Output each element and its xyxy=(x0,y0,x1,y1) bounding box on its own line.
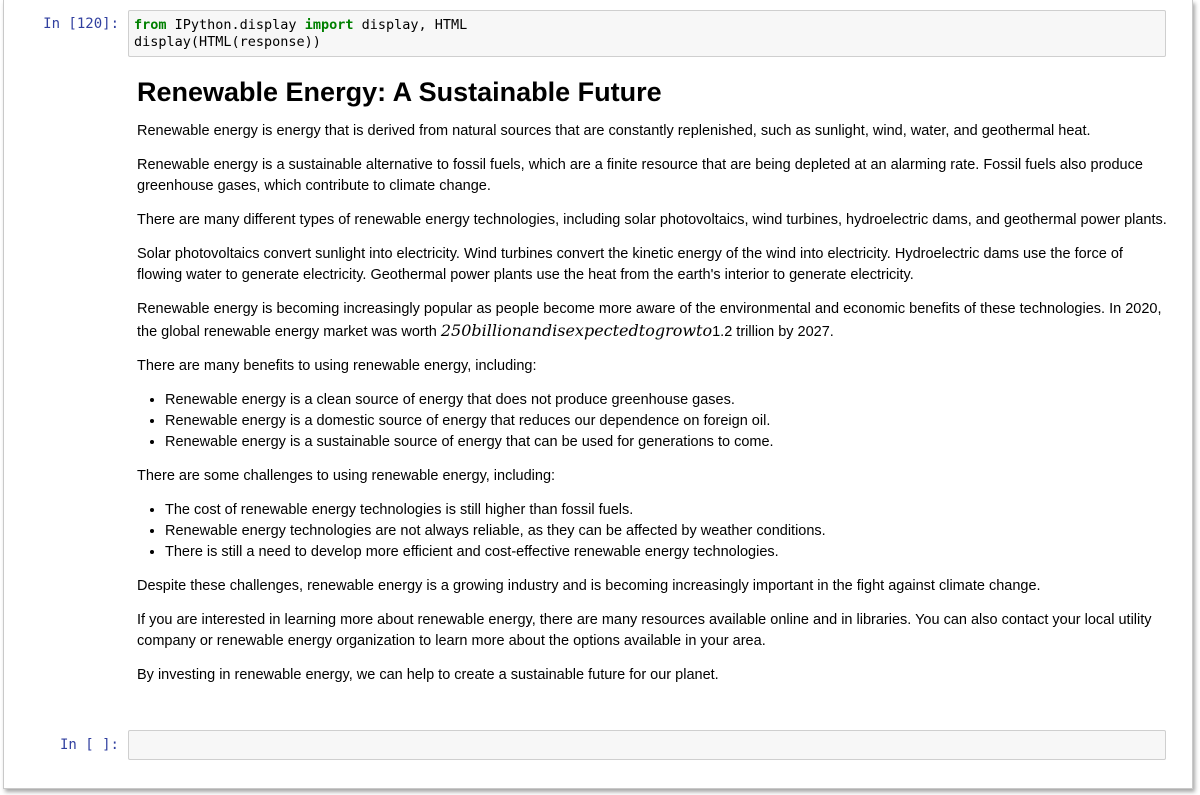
market-math-text: 250billionandisexpectedtogrowto xyxy=(440,321,713,340)
code-module: IPython.display xyxy=(166,17,305,33)
paragraph-conclusion: By investing in renewable energy, we can help to create a sustainable future for our planet. xyxy=(137,667,719,683)
paragraph-growing: Despite these challenges, renewable energy is a growing industry and is becoming increasingly important in the fight against climate change. xyxy=(137,578,1041,594)
keyword-from: from xyxy=(134,17,167,33)
input-prompt: In [120]: xyxy=(43,16,119,32)
list-item: • Renewable energy is a sustainable source of energy that can be used for generations to come. xyxy=(165,432,1167,453)
challenges-intro: There are some challenges to using renewable energy, including: xyxy=(137,468,556,484)
code-line-2: display(HTML(response)) xyxy=(134,34,321,50)
keyword-import: import xyxy=(304,17,354,33)
paragraph-definition: Renewable energy is energy that is derived from natural sources that are constantly replenished, such as sunlight, wind, water, and geothermal heat. xyxy=(137,123,1091,139)
benefits-intro: There are many benefits to using renewable energy, including: xyxy=(137,358,537,374)
paragraph-technologies: Solar photovoltaics convert sunlight into electricity. Wind turbines convert the kinetic energy of the wind into electricity. Hydroelectric dams use the force of flowing water to generate electricity. Geothermal power plants use the heat from the earth's interior to generate electricity. xyxy=(137,246,1123,283)
list-item: • Renewable energy is a clean source of energy that does not produce greenhouse gases. xyxy=(165,390,1167,411)
code-imports: display, HTML xyxy=(353,17,468,33)
list-item: • Renewable energy is a domestic source of energy that reduces our dependence on foreign oil. xyxy=(165,411,1167,432)
paragraph-resources: If you are interested in learning more about renewable energy, there are many resources available online and in libraries. You can also contact your local utility company or renewable energy organization to learn more about the options available in your area. xyxy=(137,612,1152,649)
paragraph-alternative: Renewable energy is a sustainable alternative to fossil fuels, which are a finite resource that are being depleted at an alarming rate. Fossil fuels also produce greenhouse gases, which contribute to climate change. xyxy=(137,157,1143,194)
benefits-list xyxy=(137,390,1167,453)
paragraph-types: There are many different types of renewable energy technologies, including solar photovoltaics, wind turbines, hydroelectric dams, and geothermal power plants. xyxy=(137,212,1167,228)
empty-code-cell[interactable] xyxy=(128,730,1166,760)
output-title: Renewable Energy: A Sustainable Future xyxy=(137,77,662,107)
cell-output xyxy=(137,76,1167,699)
challenges-list xyxy=(137,500,1167,563)
list-item: • Renewable energy technologies are not always reliable, as they can be affected by weather conditions. xyxy=(165,521,1167,542)
code-cell-input[interactable] xyxy=(128,10,1166,57)
notebook-frame xyxy=(3,0,1193,789)
market-text-end: 1.2 trillion by 2027. xyxy=(712,324,834,340)
list-item: • The cost of renewable energy technologies is still higher than fossil fuels. xyxy=(165,500,1167,521)
code-editor[interactable] xyxy=(129,11,1165,57)
market-text-start: Renewable energy is becoming increasingly popular as people become more aware of the environmental and economic benefits of these technologies. In 2020, the global renewable energy market was worth xyxy=(137,301,1162,340)
list-item: • There is still a need to develop more efficient and cost-effective renewable energy technologies. xyxy=(165,542,1167,563)
paragraph-market xyxy=(137,299,1167,343)
empty-cell-prompt: In [ ]: xyxy=(59,737,119,753)
